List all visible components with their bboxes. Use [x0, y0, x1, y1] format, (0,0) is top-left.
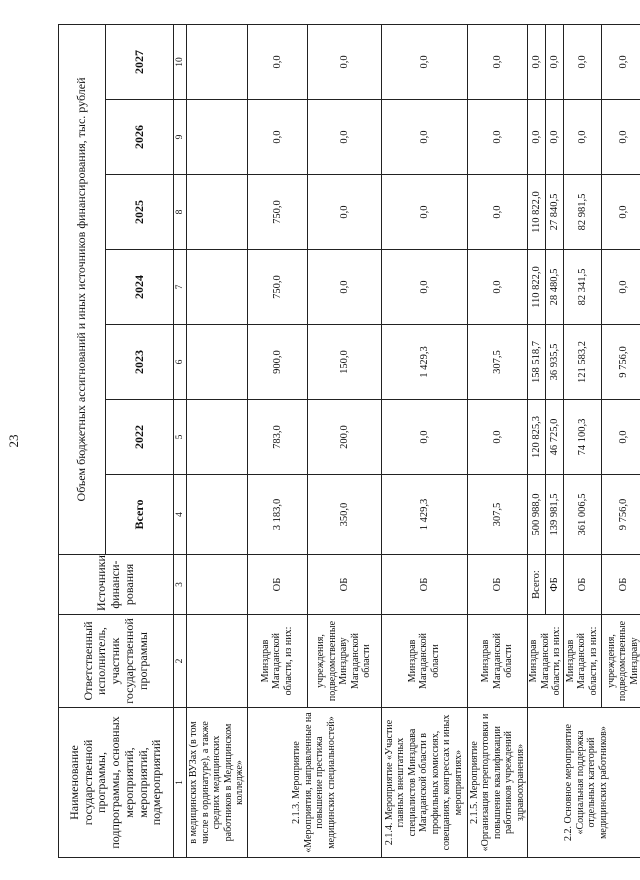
value-2026: 0,0 — [528, 100, 546, 175]
value-2024: 750,0 — [247, 250, 307, 325]
rotated-page — [58, 25, 640, 858]
header-funding: Объем бюджетных ассигнований и иных источников финансирования, тыс. рублей — [59, 24, 106, 554]
value-2026: 0,0 — [601, 100, 640, 175]
value-2027 — [187, 24, 248, 99]
table-row — [528, 24, 546, 857]
value-total: 350,0 — [307, 475, 381, 555]
header-year-2022: 2022 — [106, 400, 174, 475]
value-2027: 0,0 — [563, 24, 601, 99]
row-source: Всего: — [528, 555, 546, 615]
value-2023: 36 935,5 — [545, 325, 563, 400]
value-2023: 150,0 — [307, 325, 381, 400]
value-2022: 46 725,0 — [545, 400, 563, 475]
value-2025: 0,0 — [467, 175, 528, 250]
value-2023: 900,0 — [247, 325, 307, 400]
value-2027: 0,0 — [307, 24, 381, 99]
column-number: 2 — [174, 615, 187, 708]
value-2022: 783,0 — [247, 400, 307, 475]
value-2023: 158 518,7 — [528, 325, 546, 400]
value-2022: 200,0 — [307, 400, 381, 475]
column-number: 5 — [174, 400, 187, 475]
header-year-2027: 2027 — [106, 24, 174, 99]
row-name: 2.1.5. Мероприятие «Организация переподготовки и повышение квалификации работников учреждений здравоохранения» — [467, 708, 528, 858]
row-name: 2.1.4. Мероприятие «Участие главных внештатных специалистов Минздрава Магаданской области в профильных комиссиях, совещаниях, конгрессах и иных мероприятиях» — [381, 708, 467, 858]
row-source — [187, 555, 248, 615]
value-2022: 0,0 — [467, 400, 528, 475]
value-2024: 110 822,0 — [528, 250, 546, 325]
value-2026: 0,0 — [247, 100, 307, 175]
row-executor: учреждения, подведомственные Минздраву — [601, 615, 640, 708]
header-year-2025: 2025 — [106, 175, 174, 250]
value-total: 500 988,0 — [528, 475, 546, 555]
row-executor — [187, 615, 248, 708]
column-number-row — [174, 24, 187, 857]
value-2023: 9 756,0 — [601, 325, 640, 400]
column-number: 6 — [174, 325, 187, 400]
row-source: ОБ — [247, 555, 307, 615]
row-executor: Минздрав Магаданской области, из них: — [247, 615, 307, 708]
value-2022: 0,0 — [601, 400, 640, 475]
column-number: 8 — [174, 175, 187, 250]
row-executor: Минздрав Магаданской области, из них: — [528, 615, 564, 708]
value-2024: 0,0 — [307, 250, 381, 325]
value-2025: 0,0 — [601, 175, 640, 250]
value-total: 307,5 — [467, 475, 528, 555]
value-2025 — [187, 175, 248, 250]
value-2026: 0,0 — [467, 100, 528, 175]
value-total — [187, 475, 248, 555]
value-2025: 82 981,5 — [563, 175, 601, 250]
value-2026: 0,0 — [545, 100, 563, 175]
header-total: Всего — [106, 475, 174, 555]
funding-table — [58, 24, 640, 858]
row-source: ОБ — [467, 555, 528, 615]
value-total: 3 183,0 — [247, 475, 307, 555]
table-row — [467, 24, 528, 857]
value-2027: 0,0 — [545, 24, 563, 99]
value-2025: 0,0 — [307, 175, 381, 250]
value-2024: 0,0 — [381, 250, 467, 325]
header-year-2023: 2023 — [106, 325, 174, 400]
row-executor: Минздрав Магаданской области — [467, 615, 528, 708]
header-name: Наименование государственной программы, подпрограммы, основных мероприятий, мероприятий, подмероприятий — [59, 708, 174, 858]
table-row — [187, 24, 248, 857]
value-2027: 0,0 — [528, 24, 546, 99]
value-2022: 120 825,3 — [528, 400, 546, 475]
row-source: ОБ — [601, 555, 640, 615]
value-2025: 0,0 — [381, 175, 467, 250]
value-total: 139 981,5 — [545, 475, 563, 555]
value-2025: 27 840,5 — [545, 175, 563, 250]
value-2025: 750,0 — [247, 175, 307, 250]
value-2023 — [187, 325, 248, 400]
column-number: 4 — [174, 475, 187, 555]
header-year-2024: 2024 — [106, 250, 174, 325]
row-source: ОБ — [381, 555, 467, 615]
value-2023: 121 583,2 — [563, 325, 601, 400]
table-row — [247, 24, 307, 857]
row-executor: учреждения, подведомственные Минздраву Магаданской области — [307, 615, 381, 708]
value-2024: 82 341,5 — [563, 250, 601, 325]
row-executor: Минздрав Магаданской области — [381, 615, 467, 708]
value-2026: 0,0 — [563, 100, 601, 175]
value-2024: 0,0 — [467, 250, 528, 325]
value-total: 9 756,0 — [601, 475, 640, 555]
value-2026: 0,0 — [307, 100, 381, 175]
value-2023: 307,5 — [467, 325, 528, 400]
value-2024 — [187, 250, 248, 325]
column-number: 7 — [174, 250, 187, 325]
row-source: ОБ — [563, 555, 601, 615]
row-name: 2.2. Основное мероприятие «Социальная поддержка отдельных категорий медицинских работников» — [528, 708, 640, 858]
value-2022 — [187, 400, 248, 475]
value-2025: 110 822,0 — [528, 175, 546, 250]
column-number: 9 — [174, 100, 187, 175]
value-2027: 0,0 — [381, 24, 467, 99]
value-total: 1 429,3 — [381, 475, 467, 555]
page-number: 23 — [6, 434, 21, 448]
value-2027: 0,0 — [601, 24, 640, 99]
header-source: Источники финанси-рования — [59, 555, 174, 615]
value-2023: 1 429,3 — [381, 325, 467, 400]
value-2022: 0,0 — [381, 400, 467, 475]
column-number: 1 — [174, 708, 187, 858]
value-2027: 0,0 — [467, 24, 528, 99]
header-executor: Ответственный исполнитель, участник государственной программы — [59, 615, 174, 708]
row-executor: Минздрав Магаданской области, из них: — [563, 615, 601, 708]
value-2027: 0,0 — [247, 24, 307, 99]
row-name: в медицинских ВУЗах (в том числе в ординатуре), а также средних медицинских работников в Медицинском колледже» — [187, 708, 248, 858]
table-row — [381, 24, 467, 857]
row-source: ОБ — [307, 555, 381, 615]
row-source: ФБ — [545, 555, 563, 615]
row-name: 2.1.3. Мероприятие «Мероприятия, направленные на повышение престижа медицинских специальностей» — [247, 708, 381, 858]
column-number: 3 — [174, 555, 187, 615]
column-number: 10 — [174, 24, 187, 99]
value-2022: 74 100,3 — [563, 400, 601, 475]
value-2024: 28 480,5 — [545, 250, 563, 325]
value-total: 361 006,5 — [563, 475, 601, 555]
value-2026: 0,0 — [381, 100, 467, 175]
header-year-2026: 2026 — [106, 100, 174, 175]
value-2026 — [187, 100, 248, 175]
value-2024: 0,0 — [601, 250, 640, 325]
